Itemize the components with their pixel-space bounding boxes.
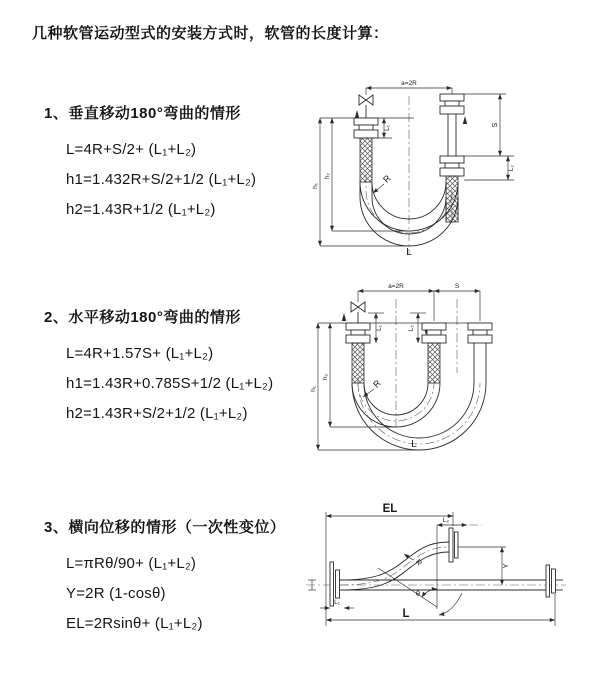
dim-el — [326, 503, 453, 626]
motion-arrow-up — [342, 313, 346, 321]
section-1 — [44, 102, 319, 224]
hose-braid-middle — [428, 343, 440, 383]
dim-y — [501, 547, 510, 585]
formula-l: L=πRθ/90+ (L₁+L₂) — [66, 554, 197, 572]
dim-l2-label: L₂ — [508, 164, 515, 172]
section-1-heading: 1、垂直移动180°弯曲的情形 — [44, 105, 241, 122]
diagram-lateral-displacement — [296, 496, 600, 644]
centerlines — [366, 96, 452, 254]
dim-l — [326, 594, 555, 626]
dim-l2-label: L₂ — [442, 517, 450, 524]
dim-l2-label: L₂ — [408, 324, 415, 332]
formula-el: EL=2Rsinθ+ (L₁+L₂) — [66, 614, 203, 632]
valve-icon — [359, 95, 373, 118]
dim-el-label: EL — [382, 503, 398, 515]
left-flange — [354, 118, 378, 138]
dim-l1-label: L₁ — [376, 325, 383, 331]
angle-theta-label: θ — [415, 589, 420, 598]
formula-h2: h2=1.43R+S/2+1/2 (L₁+L₂) — [66, 404, 248, 422]
section-3 — [44, 516, 319, 638]
hose-u-bends — [352, 383, 486, 450]
dim-h2-label: h₂ — [324, 172, 331, 180]
formula-l: L=4R+1.57S+ (L₁+L₂) — [66, 344, 214, 362]
motion-arrow-up — [355, 110, 359, 118]
dim-y-label: Y — [501, 563, 510, 569]
dim-a2r-label: a=2R — [388, 283, 404, 290]
radius-label: R — [381, 173, 393, 185]
formula-h1: h1=1.432R+S/2+1/2 (L₁+L₂) — [66, 170, 257, 188]
left-flange — [346, 323, 370, 343]
diagram-horizontal-180 — [310, 277, 598, 455]
page-title: 几种软管运动型式的安装方式时，软管的长度计算： — [32, 25, 389, 42]
section-2 — [44, 306, 319, 428]
radius-callout — [373, 173, 393, 193]
radius-callout — [404, 554, 424, 568]
dim-h1-label: h₁ — [310, 386, 317, 392]
hose-braid-left — [360, 138, 372, 182]
formula-h1: h1=1.43R+0.785S+1/2 (L₁+L₂) — [66, 374, 274, 392]
right-lower-flange — [546, 565, 563, 597]
dim-s — [464, 94, 515, 180]
section-3-heading: 3、横向位移的情形（一次性变位） — [44, 519, 286, 536]
dim-h2-label: h₂ — [322, 373, 329, 381]
dim-l1 — [320, 599, 354, 608]
dim-l-label: L — [402, 608, 410, 620]
length-label: L — [411, 439, 417, 450]
section-2-heading: 2、水平移动180°弯曲的情形 — [44, 309, 241, 326]
dim-l2 — [437, 517, 482, 525]
formula-y: Y=2R (1-cosθ) — [66, 584, 166, 602]
dim-s-label: S — [454, 283, 460, 290]
dim-a2r-label: a=2R — [401, 80, 417, 87]
s-curve-hose — [340, 542, 450, 590]
length-label: L — [406, 247, 412, 258]
diagram-vertical-180 — [310, 76, 595, 258]
hose-braid-left — [352, 343, 364, 383]
top-dimension — [366, 80, 452, 95]
formula-l: L=4R+S/2+ (L₁+L₂) — [66, 140, 197, 158]
dim-l1-label: L₁ — [384, 125, 391, 131]
dim-s-label: S — [490, 122, 499, 128]
dim-h1-label: h₁ — [312, 183, 319, 189]
radius-label: R — [371, 378, 383, 390]
hose-braid-right — [446, 176, 458, 222]
radius-label: R — [413, 557, 425, 568]
formula-h2: h2=1.43R+1/2 (L₁+L₂) — [66, 200, 216, 218]
right-flange — [468, 323, 492, 383]
valve-icon — [351, 291, 365, 323]
right-upper-flange — [449, 528, 458, 562]
dim-l1-label: L₁ — [334, 599, 340, 606]
